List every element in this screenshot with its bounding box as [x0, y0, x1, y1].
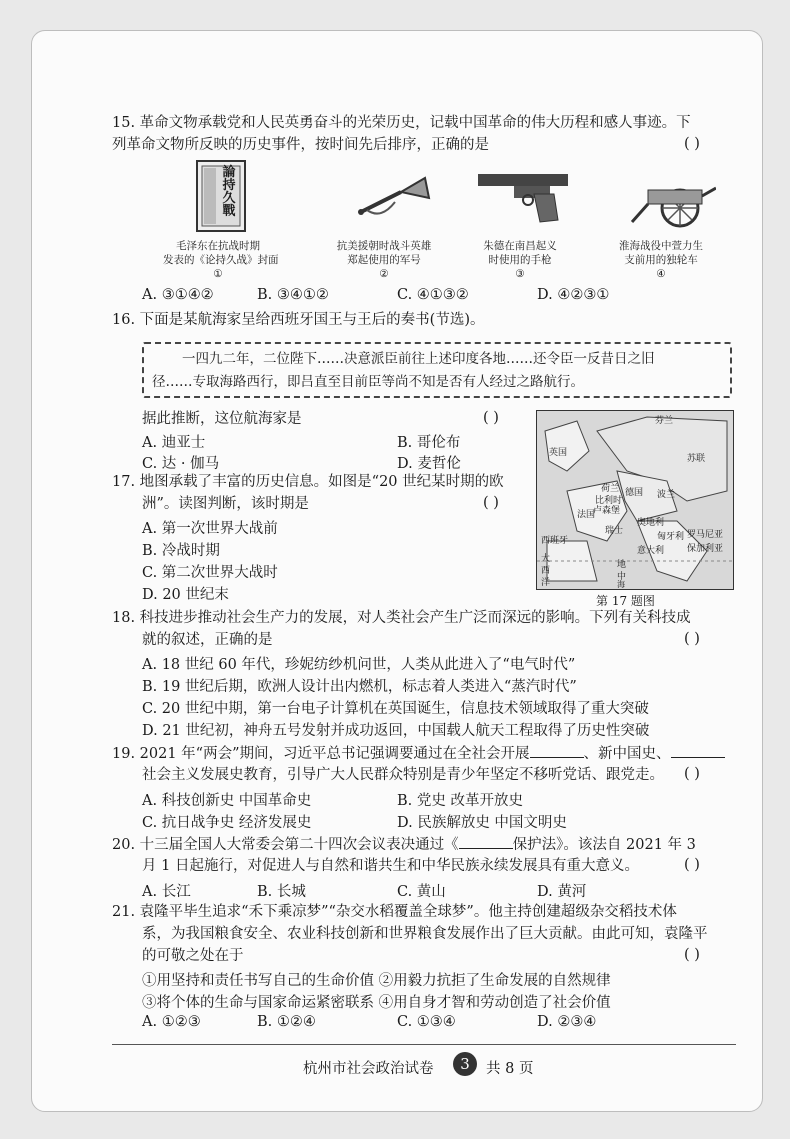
- q18-answer-paren: ( ): [684, 631, 700, 647]
- q19-stem-line2: 社会主义发展史教育，引导广大人民群众特别是青少年坚定不移听党话、跟党走。: [142, 767, 664, 783]
- q19-option-b[interactable]: B. 党史 改革开放史: [397, 793, 523, 809]
- q18-option-a[interactable]: A. 18 世纪 60 年代，珍妮纺纱机问世，人类从此进入了“电气时代”: [142, 657, 576, 673]
- q21-answer-paren: ( ): [684, 947, 700, 963]
- q16-option-a[interactable]: A. 迪亚士: [142, 435, 206, 451]
- q16-option-b[interactable]: B. 哥伦布: [397, 435, 461, 451]
- q19-blank-1[interactable]: [530, 744, 584, 758]
- q20-answer-paren: ( ): [684, 857, 700, 873]
- q21-items-2: ③将个体的生命与国家命运紧密联系 ④用自身才智和劳动创造了社会价值: [142, 995, 611, 1011]
- q18-stem-line1: 18. 科技进步推动社会生产力的发展，对人类社会产生广泛而深远的影响。下列有关科技成: [112, 610, 691, 626]
- q16-option-d[interactable]: D. 麦哲伦: [397, 456, 461, 472]
- q17-option-c[interactable]: C. 第二次世界大战时: [142, 565, 278, 581]
- q21-stem-line3: 的可敬之处在于: [142, 948, 244, 964]
- q16-question: 据此推断，这位航海家是: [142, 411, 302, 427]
- footer-title: 杭州市社会政治试卷: [303, 1061, 434, 1077]
- q21-option-c[interactable]: C. ①③④: [397, 1014, 456, 1030]
- q17-stem-line2: 洲”。读图判断，该时期是: [142, 496, 309, 512]
- page-total: 共 8 页: [486, 1061, 534, 1077]
- q15-option-a[interactable]: A. ③①④②: [142, 287, 214, 303]
- map-outline: [537, 411, 733, 589]
- q20-option-c[interactable]: C. 黄山: [397, 884, 446, 900]
- quote-line1: 一四九二年，二位陛下……决意派臣前往上述印度各地……还令臣一反昔日之旧: [182, 351, 655, 367]
- q21-option-a[interactable]: A. ①②③: [142, 1014, 201, 1030]
- q19-answer-paren: ( ): [684, 766, 700, 782]
- q20-option-b[interactable]: B. 长城: [257, 884, 306, 900]
- q16-answer-paren: ( ): [483, 410, 499, 426]
- q21-items-1: ①用坚持和责任书写自己的生命价值 ②用毅力抗拒了生命发展的自然规律: [142, 973, 611, 989]
- q18-option-d[interactable]: D. 21 世纪初，神舟五号发射并成功返回，中国载人航天工程取得了历史性突破: [142, 723, 650, 739]
- q20-blank[interactable]: [459, 835, 513, 849]
- q16-stem: 16. 下面是某航海家呈给西班牙国王与王后的奏书(节选)。: [112, 312, 485, 328]
- q20-option-a[interactable]: A. 长江: [142, 884, 191, 900]
- map-caption: 第 17 题图: [596, 594, 655, 608]
- q15-answer-paren: ( ): [684, 136, 700, 152]
- book-cover-image: [196, 160, 246, 232]
- q19-option-c[interactable]: C. 抗日战争史 经济发展史: [142, 815, 312, 831]
- q15-stem-line1: 15. 革命文物承载党和人民英勇奋斗的光荣历史，记载中国革命的伟大历程和感人事迹。下: [112, 115, 691, 131]
- page-number: 3: [453, 1052, 477, 1076]
- footer-rule: [112, 1044, 736, 1045]
- q19-option-a[interactable]: A. 科技创新史 中国革命史: [142, 793, 312, 809]
- q15-stem-line2: 列革命文物所反映的历史事件，按时间先后排序，正确的是: [112, 137, 489, 153]
- q18-option-b[interactable]: B. 19 世纪后期，欧洲人设计出内燃机，标志着人类进入“蒸汽时代”: [142, 679, 577, 695]
- q21-option-d[interactable]: D. ②③④: [537, 1014, 597, 1030]
- q15-option-d[interactable]: D. ④②③①: [537, 287, 610, 303]
- q19-blank-2[interactable]: [671, 744, 725, 758]
- q21-stem-line1: 21. 袁隆平毕生追求“禾下乘凉梦”“杂交水稻覆盖全球梦”。他主持创建超级杂交稻技术体: [112, 904, 677, 920]
- q20-option-d[interactable]: D. 黄河: [537, 884, 587, 900]
- wheelbarrow-image: [628, 176, 716, 232]
- q17-answer-paren: ( ): [483, 495, 499, 511]
- q18-option-c[interactable]: C. 20 世纪中期，第一台电子计算机在英国诞生，信息技术领域取得了重大突破: [142, 701, 649, 717]
- pistol-image: [474, 168, 574, 226]
- europe-map: 芬兰 苏联 英国 法国 德国 波兰 荷兰 比利时 卢森堡 奥地利 瑞士 西班牙 匈牙利 罗马尼亚 保加利亚 意大利 大 西 洋 地 中 海: [536, 410, 734, 590]
- book-title-text: 論持久戰: [222, 165, 236, 219]
- q20-stem-line2: 月 1 日起施行，对促进人与自然和谐共生和中华民族永续发展具有重大意义。: [142, 858, 639, 874]
- q21-option-b[interactable]: B. ①②④: [257, 1014, 316, 1030]
- q19-option-d[interactable]: D. 民族解放史 中国文明史: [397, 815, 567, 831]
- q18-stem-line2: 就的叙述，正确的是: [142, 632, 273, 648]
- caption-1: 毛泽东在抗战时期 发表的《论持久战》封面 ①: [163, 240, 279, 280]
- q20-stem-line1: 20. 十三届全国人大常委会第二十四次会议表决通过《 保护法》。该法自 2021 年 3: [112, 837, 696, 853]
- caption-3: 朱德在南昌起义 时使用的手枪 ③: [483, 240, 557, 280]
- q15-option-c[interactable]: C. ④①③②: [397, 287, 469, 303]
- caption-4: 淮海战役中萱力生 支前用的独轮车 ④: [619, 240, 703, 280]
- q17-option-a[interactable]: A. 第一次世界大战前: [142, 521, 278, 537]
- bugle-image: [355, 172, 433, 222]
- q17-option-b[interactable]: B. 冷战时期: [142, 543, 220, 559]
- quote-line2: 径……专取海路西行，即吕直至目前臣等尚不知是否有人经过之路航行。: [152, 374, 584, 390]
- q21-stem-line2: 系，为我国粮食安全、农业科技创新和世界粮食发展作出了巨大贡献。由此可知，袁隆平: [142, 926, 708, 942]
- caption-2: 抗美援朝时战斗英雄 郑起使用的军号 ②: [336, 240, 432, 280]
- q19-stem-line1: 19. 2021 年“两会”期间，习近平总书记强调要通过在全社会开展 、新中国史、: [112, 744, 725, 763]
- q17-stem-line1: 17. 地图承载了丰富的历史信息。如图是“20 世纪某时期的欧: [112, 474, 504, 490]
- q17-option-d[interactable]: D. 20 世纪末: [142, 587, 229, 603]
- q15-option-b[interactable]: B. ③④①②: [257, 287, 329, 303]
- q16-option-c[interactable]: C. 达 · 伽马: [142, 456, 220, 472]
